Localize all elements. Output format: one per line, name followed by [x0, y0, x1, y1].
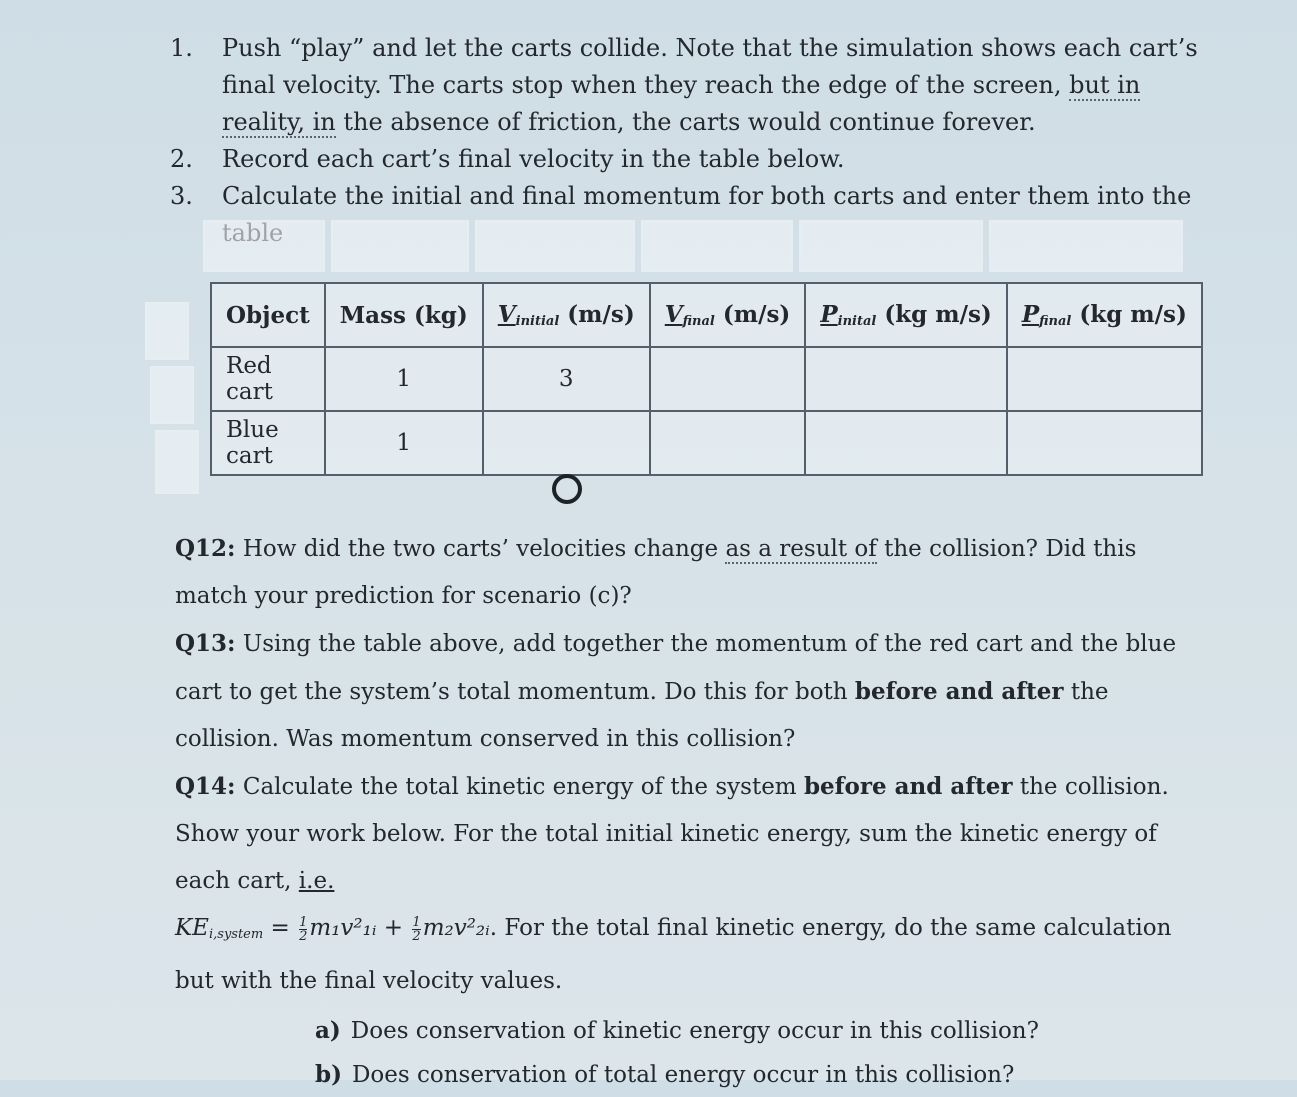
step-text: the absence of friction, the carts would continue forever.: [335, 108, 1036, 136]
header-v-final: $V_{final}$ (m/s): [650, 283, 806, 347]
question-13: Q13: Using the table above, add together the momentum of the red cart and the blue cart to get the system’s total momentum. Do this for both before and after the collision. Was momentum conserved in this collision?: [175, 630, 1177, 752]
header-object: Object: [211, 283, 325, 347]
question-14: Q14: Calculate the total kinetic energy of the system before and after the collision. Show your work below. For the total initial kinetic energy, sum the kinetic energy of each cart, i.e. $KE_{i,system}$ = $\frac{1}{2}$ m₁v²₁ᵢ + $\frac{1}{2}$ m₂v²₂ᵢ. For the total final kinetic energy, do the same calculation but with the final velocity values.: [175, 773, 1172, 994]
question-12: Q12: How did the two carts’ velocities change as a result of the collision? Did this match your prediction for scenario (c)?: [175, 535, 1137, 609]
header-p-initial: $P_{inital}$ (kg m/s): [805, 283, 1006, 347]
cell-mass[interactable]: 1: [325, 411, 483, 475]
instruction-steps: [170, 30, 1210, 252]
step-text: Push “play” and let the carts collide. Note that the simulation shows each cart’s final velocity. The carts stop when they reach the edge of the screen,: [222, 34, 1198, 99]
cell-mass[interactable]: 1: [325, 347, 483, 411]
questions-section: [175, 525, 1205, 1097]
faded-table-outline: [203, 220, 1183, 270]
handwritten-zero-mark: [552, 474, 582, 504]
kinetic-energy-formula: $KE_{i,system}$ = $\frac{1}{2}$ m₁v²₁ᵢ + $\frac{1}{2}$ m₂v²₂ᵢ: [175, 914, 490, 944]
cell-v-final[interactable]: [650, 347, 806, 411]
cell-object: Red cart: [211, 347, 325, 411]
step-text: Record each cart’s final velocity in the table below.: [222, 145, 845, 173]
step-number: 3.: [170, 182, 193, 210]
cell-p-final[interactable]: [1007, 347, 1202, 411]
faded-cell: [475, 220, 635, 272]
cell-p-initial[interactable]: [805, 411, 1006, 475]
step-text-underlined: but in reality, in: [222, 71, 1141, 136]
fraction: $\frac{1}{2}$: [412, 914, 421, 944]
question-label: Q12:: [175, 535, 236, 562]
faded-cell: [150, 366, 194, 424]
faded-cell: [799, 220, 983, 272]
faded-cell: [155, 430, 199, 494]
faded-cell: [331, 220, 469, 272]
subpart-b: b) Does conservation of total energy occur in this collision?: [315, 1061, 1015, 1088]
step-2: [170, 141, 1210, 178]
table-header-row: [211, 283, 1202, 347]
table-row: [211, 347, 1202, 411]
step-text: Calculate the initial and final momentum for both carts and enter them into the: [222, 182, 1192, 210]
step-number: 2.: [170, 145, 193, 173]
faded-cell: [203, 220, 325, 272]
cell-p-initial[interactable]: [805, 347, 1006, 411]
subpart-a: a) Does conservation of kinetic energy occur in this collision?: [315, 1017, 1039, 1044]
cell-p-final[interactable]: [1007, 411, 1202, 475]
faded-cell: [989, 220, 1183, 272]
header-v-initial: $V_{initial}$ (m/s): [483, 283, 650, 347]
step-1: [170, 30, 1210, 141]
momentum-table: [210, 282, 1203, 476]
question-label: Q13:: [175, 630, 236, 657]
header-mass: Mass (kg): [325, 283, 483, 347]
table-row: [211, 411, 1202, 475]
question-label: Q14:: [175, 773, 236, 800]
fraction: $\frac{1}{2}$: [299, 914, 308, 944]
faded-cell: [641, 220, 793, 272]
faded-cell: [145, 302, 189, 360]
cell-v-initial[interactable]: 3: [483, 347, 650, 411]
question-14-subparts: [175, 1009, 1205, 1097]
header-p-final: $P_{final}$ (kg m/s): [1007, 283, 1202, 347]
cell-object: Blue cart: [211, 411, 325, 475]
cell-v-initial[interactable]: [483, 411, 650, 475]
cell-v-final[interactable]: [650, 411, 806, 475]
step-number: 1.: [170, 34, 193, 62]
